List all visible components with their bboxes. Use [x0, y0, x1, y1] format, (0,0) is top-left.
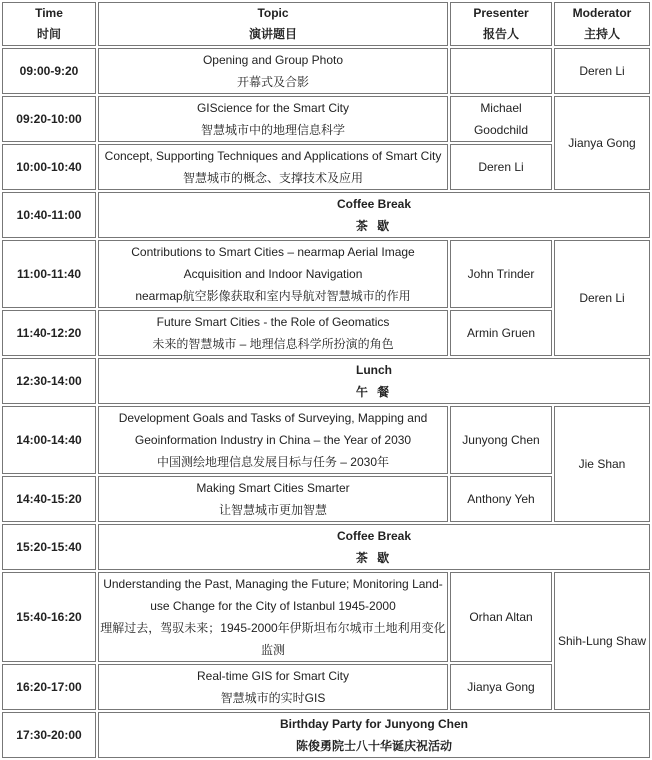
event-cell: Birthday Party for Junyong Chen 陈俊勇院士八十华诞庆祝活动 — [98, 712, 650, 758]
session-time: 10:40-11:00 — [2, 192, 96, 238]
session-moderator: Shih-Lung Shaw — [554, 572, 650, 710]
table-row — [2, 476, 650, 522]
session-presenter — [450, 48, 552, 94]
session-time: 10:00-10:40 — [2, 144, 96, 190]
session-presenter: John Trinder — [450, 240, 552, 308]
session-time: 16:20-17:00 — [2, 664, 96, 710]
table-row — [2, 712, 650, 758]
table-row — [2, 144, 650, 190]
table-row — [2, 96, 650, 142]
table-row — [2, 664, 650, 710]
session-presenter: Deren Li — [450, 144, 552, 190]
session-time: 11:40-12:20 — [2, 310, 96, 356]
session-topic: GIScience for the Smart City 智慧城市中的地理信息科学 — [98, 96, 448, 142]
session-topic: Opening and Group Photo 开幕式及合影 — [98, 48, 448, 94]
session-presenter: Michael Goodchild — [450, 96, 552, 142]
header-row — [2, 2, 650, 46]
session-topic: Future Smart Cities - the Role of Geomatics 未来的智慧城市 – 地理信息科学所扮演的角色 — [98, 310, 448, 356]
table-row — [2, 192, 650, 238]
session-topic: Understanding the Past, Managing the Future; Monitoring Land- use Change for the City of Istanbul 1945-2000 理解过去，驾驭未来；1945-2000年伊斯坦布尔城市土地利用变化 监测 — [98, 572, 448, 662]
table-row — [2, 524, 650, 570]
session-presenter: Orhan Altan — [450, 572, 552, 662]
break-cell: Coffee Break 茶 歇 — [98, 192, 650, 238]
break-cell: Lunch 午 餐 — [98, 358, 650, 404]
header-time: Time 时间 — [2, 2, 96, 46]
session-time: 15:40-16:20 — [2, 572, 96, 662]
session-time: 15:20-15:40 — [2, 524, 96, 570]
session-time: 11:00-11:40 — [2, 240, 96, 308]
session-time: 09:00-9:20 — [2, 48, 96, 94]
session-time: 14:40-15:20 — [2, 476, 96, 522]
session-topic: Development Goals and Tasks of Surveying, Mapping and Geoinformation Industry in China – the Year of 2030 中国测绘地理信息发展目标与任务 – 2030年 — [98, 406, 448, 474]
table-row — [2, 406, 650, 474]
session-topic: Contributions to Smart Cities – nearmap Aerial Image Acquisition and Indoor Navigation nearmap航空影像获取和室内导航对智慧城市的作用 — [98, 240, 448, 308]
session-time: 09:20-10:00 — [2, 96, 96, 142]
table-row — [2, 572, 650, 662]
session-topic: Real-time GIS for Smart City 智慧城市的实时GIS — [98, 664, 448, 710]
session-presenter: Jianya Gong — [450, 664, 552, 710]
session-moderator: Jianya Gong — [554, 96, 650, 190]
break-cell: Coffee Break 茶 歇 — [98, 524, 650, 570]
session-topic: Concept, Supporting Techniques and Applications of Smart City 智慧城市的概念、支撑技术及应用 — [98, 144, 448, 190]
session-time: 17:30-20:00 — [2, 712, 96, 758]
table-row — [2, 240, 650, 308]
session-moderator: Deren Li — [554, 48, 650, 94]
table-row — [2, 48, 650, 94]
session-topic: Making Smart Cities Smarter 让智慧城市更加智慧 — [98, 476, 448, 522]
table-row — [2, 310, 650, 356]
session-moderator: Jie Shan — [554, 406, 650, 522]
session-time: 12:30-14:00 — [2, 358, 96, 404]
session-presenter: Anthony Yeh — [450, 476, 552, 522]
session-presenter: Junyong Chen — [450, 406, 552, 474]
table-row — [2, 358, 650, 404]
header-moderator: Moderator 主持人 — [554, 2, 650, 46]
session-time: 14:00-14:40 — [2, 406, 96, 474]
session-moderator: Deren Li — [554, 240, 650, 356]
header-presenter: Presenter 报告人 — [450, 2, 552, 46]
header-topic: Topic 演讲题目 — [98, 2, 448, 46]
session-presenter: Armin Gruen — [450, 310, 552, 356]
